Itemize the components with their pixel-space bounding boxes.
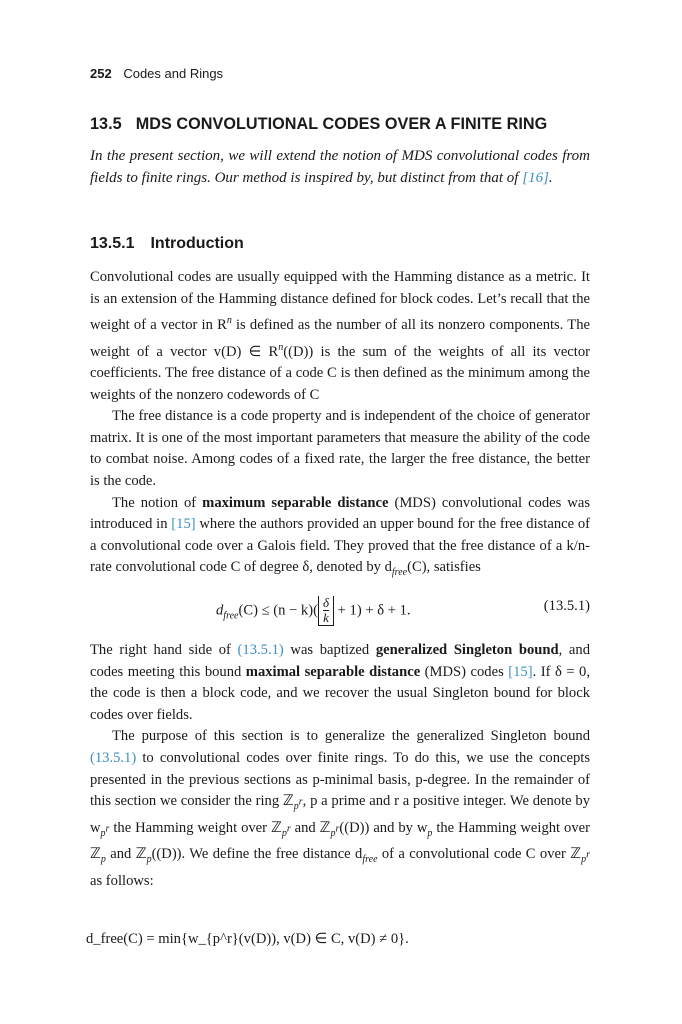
equation-13-5-1: $d_{free}(C) \le (n - k)$( $\frac{\delta}{k}$ + 1) + δ + 1. (13.5.1) (216, 594, 590, 625)
equation-number: (13.5.1) (543, 597, 590, 614)
page-number: 252 (90, 66, 112, 81)
running-header (90, 66, 223, 81)
subsection-heading (90, 235, 244, 253)
running-title: Codes and Rings (123, 66, 224, 81)
paragraph: The purpose of this section is to generalize the generalized Singleton bound (13.5.1) to convolutional codes over finite rings. To do this, we use the concepts presented in the previous sections as p-minimal basis, p-degree. In the remainder of this section we consider the ring ℤ$_{p^r}$, p a prime and r a positive integer. We denote by $w_{p^r}$ the Hamming weight over ℤ$_{p^r}$ and ℤ$_{p^r}$((D)) and by $w_p$ the Hamming weight over ℤ$_p$ and ℤ$_p$((D)). We define the free distance $d_{free}$ of a convolutional code C over ℤ$_{p^r}$ as follows: (90, 728, 590, 889)
paragraph: The right hand side of (13.5.1) was baptized generalized Singleton bound, and codes meeting this bound maximal separable distance (MDS) codes [15]. If δ = 0, the code is then a block code, and we recover the usual Singleton bound for block codes over fields. (90, 641, 591, 723)
citation-link[interactable]: [15] (508, 663, 533, 680)
paragraph: Convolutional codes are usually equipped with the Hamming distance as a metric. It is an extension of the Hamming distance defined for block codes. Let’s recall that the weight of a vector in $R^n$ is defined as the number of all its nonzero components. The weight of a vector v(D) ∈ $R^n((D))$ is the sum of the weights of all its vector coefficients. The free distance of a code C is then defined as the minimum among the weights of the nonzero codewords of C (90, 269, 590, 403)
paragraph: The free distance is a code property and is independent of the choice of generator matrix. It is one of the most important parameters that measure the ability of the code to combat noise. Among codes of a fixed rate, the larger the free distance, the better is the code. (90, 408, 590, 490)
free-distance-equation: d_free(C) = min{w_{p^r}(v(D)), v(D) ∈ C, v(D) ≠ 0}. (86, 931, 409, 947)
section-heading (90, 115, 547, 134)
subsection-number: 13.5.1 (90, 235, 135, 252)
citation-link[interactable]: [16] (522, 169, 549, 186)
citation-link[interactable]: [15] (171, 516, 196, 533)
body-text (90, 267, 590, 892)
section-title: MDS CONVOLUTIONAL CODES OVER A FINITE RING (135, 115, 548, 133)
section-number: 13.5 (90, 115, 122, 133)
section-abstract: In the present section, we will extend the notion of MDS convolutional codes from fields to finite rings. Our method is inspired by, but distinct from that of [16]. (90, 148, 590, 186)
equation-link[interactable]: (13.5.1) (237, 641, 284, 658)
paragraph: The notion of maximum separable distance (MDS) convolutional codes was introduced in [15] where the authors provided an upper bound for the free distance of a convolutional code over a Galois field. They proved that the free distance of a k/n-rate convolutional code C of degree δ, denoted by $d_{free}(C)$, satisfies (90, 494, 590, 579)
equation-link[interactable]: (13.5.1) (90, 749, 137, 766)
subsection-title: Introduction (150, 235, 244, 252)
